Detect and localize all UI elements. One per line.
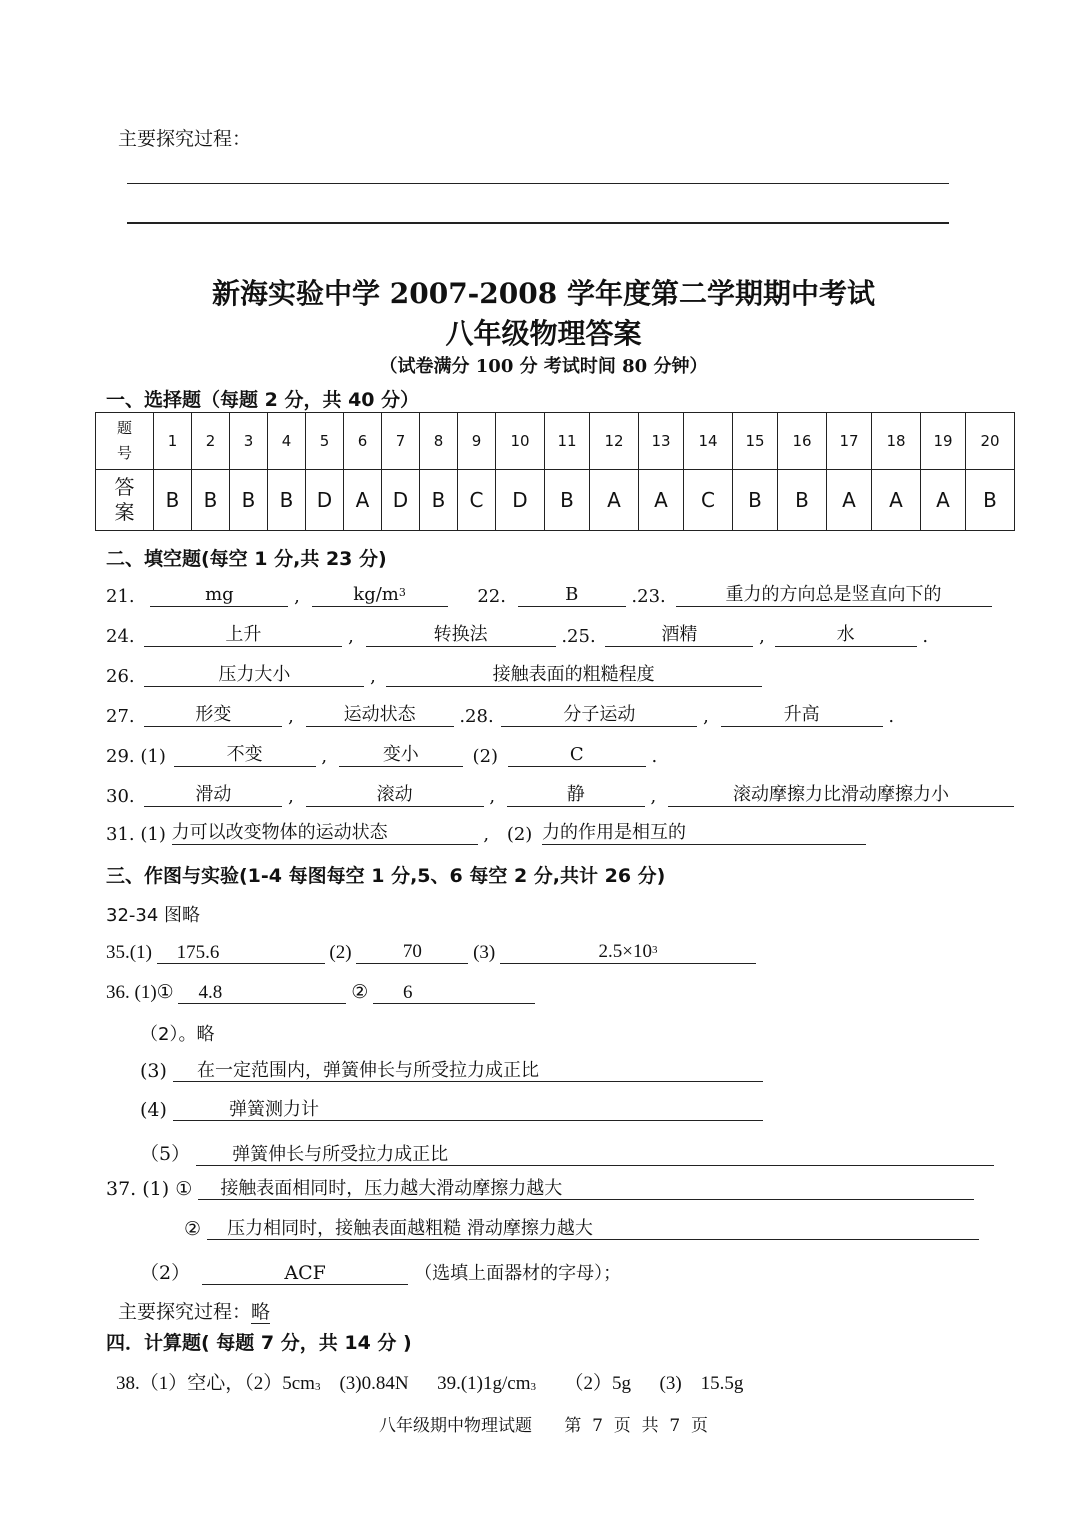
q35-answer-1: 175.6 [157,942,325,964]
answer-cell: D [306,470,344,531]
q30-answer-1: 滑动 [144,784,282,807]
q29-number: 29. [106,746,135,767]
question-number-cell: 18 [872,413,921,470]
q22-number: 22. [477,586,506,607]
q36-number: 36. [106,982,130,1003]
row-label-answer: 答 案 [96,470,154,531]
q37-row-2 [140,1258,621,1285]
q22-answer: B [518,584,626,607]
question-number-cell: 12 [590,413,639,470]
answer-line-1 [127,183,949,184]
section2-heading: 二、填空题(每空 1 分,共 23 分) [106,548,387,570]
q36-part-5: （5） [140,1143,191,1165]
q31-part-2: (2) [506,824,533,845]
q37-note: （选填上面器材的字母）； [414,1263,622,1284]
answer-cell: A [590,470,639,531]
q31-answer-2: 力的作用是相互的 [542,822,866,845]
q37-answer-1b: 压力相同时，接触表面越粗糙 滑动摩擦力越大 [207,1218,979,1240]
q36-part-3: (3) [140,1060,167,1082]
question-number-cell: 7 [382,413,420,470]
question-number-cell: 19 [921,413,966,470]
q21-unit: kg/m [353,584,399,605]
page-footer: 八年级期中物理试题 第 7 页 共 7 页 [378,1416,709,1436]
q27-28-row: 27. 形变 , 运动状态 .28. 分子运动 , 升高 . [106,704,895,727]
q38-39-mid: (3)0.84N 39.(1)1g/cm [320,1373,531,1394]
question-number-cell: 16 [778,413,827,470]
q35-answer-3-exp: 3 [651,944,658,956]
process-label: 主要探究过程： [118,1301,252,1323]
question-number-cell: 9 [458,413,496,470]
q29-part-1: (1) [140,746,166,767]
question-number-cell: 2 [192,413,230,470]
answer-cell: B [545,470,590,531]
process-answer: 略 [251,1301,271,1323]
q35-part-1: (1) [129,942,152,963]
table-row-numbers [96,413,1015,470]
q31-number: 31. [106,824,135,845]
q35-answer-2: 70 [356,941,468,964]
q37-answer-1: 接触表面相同时，压力越大滑动摩擦力越大 [198,1178,974,1200]
q36-row-3 [140,1060,763,1082]
q21-answer-2 [312,584,448,607]
q21-23-row [106,584,992,607]
q39-answer: （2）5g (3) 15.5g [536,1373,744,1394]
answer-cell: B [230,470,268,531]
question-number-cell: 15 [733,413,778,470]
exam-note: （试卷满分 100 分 考试时间 80 分钟） [379,356,708,377]
q27-answer-2: 运动状态 [306,704,454,727]
q32-34-note: 32-34 图略 [106,905,201,926]
q21-unit-sup: 3 [398,586,406,599]
question-number-cell: 8 [420,413,458,470]
q21-number: 21. [106,586,135,607]
q26-answer-2: 接触表面的粗糙程度 [386,664,762,687]
answer-cell: B [778,470,827,531]
question-number-cell: 13 [639,413,684,470]
q37-number: 37. [106,1178,137,1200]
q24-25-row: 24. 上升 , 转换法 .25. 酒精 , 水 . [106,624,929,647]
question-number-cell: 14 [684,413,733,470]
q28-number: .28. [459,706,494,727]
q38-answer: 38.（1）空心，（2）5cm [116,1373,315,1394]
q29-answer-3: C [508,744,646,767]
q27-number: 27. [106,706,135,727]
question-number-cell: 3 [230,413,268,470]
q36-part-4: (4) [140,1099,167,1121]
answer-cell: A [827,470,872,531]
question-number-cell: 1 [154,413,192,470]
q36-answer-3: 在一定范围内，弹簧伸长与所受拉力成正比 [173,1060,763,1082]
q35-row [106,941,756,964]
q24-answer-1: 上升 [144,624,342,647]
question-number-cell: 4 [268,413,306,470]
answer-cell: B [966,470,1015,531]
q23-answer: 重力的方向总是竖直向下的 [676,584,992,607]
q36-answer-5: 弹簧伸长与所受拉力成正比 [196,1144,994,1166]
q36-row-4 [140,1099,763,1121]
q31-row: 31. (1) 力可以改变物体的运动状态 , (2) 力的作用是相互的 [106,822,866,845]
process-label-top: 主要探究过程： [118,128,252,150]
q30-row: 30. 滑动 , 滚动 , 静 , 滚动摩擦力比滑动摩擦力小 [106,784,1014,807]
answer-cell: A [639,470,684,531]
q30-number: 30. [106,786,135,807]
q25-number: .25. [561,626,596,647]
question-number-cell: 5 [306,413,344,470]
question-number-cell: 17 [827,413,872,470]
section1-heading: 一、选择题（每题 2 分，共 40 分） [106,389,420,411]
q25-answer-1: 酒精 [605,624,753,647]
q38-sup: 3 [314,1381,321,1393]
q28-answer-1: 分子运动 [501,704,697,727]
q35-part-3: (3) [473,942,496,963]
question-number-cell: 20 [966,413,1015,470]
question-number-cell: 6 [344,413,382,470]
q37-answer-2: ACF [202,1262,408,1285]
q36-row-5 [140,1139,994,1166]
q36-part-1b: ② [351,982,369,1003]
q28-answer-2: 升高 [721,704,883,727]
section4-heading: 四．计算题( 每题 7 分，共 14 分 ) [106,1332,412,1354]
q37-part-2: （2） [140,1262,191,1284]
q27-answer-1: 形变 [144,704,282,727]
page-title: 新海实验中学 2007-2008 学年度第二学期期中考试 [212,277,875,310]
q31-part-1: (1) [140,824,166,845]
q36-part-2: （2）。略 [140,1024,215,1045]
q29-answer-2: 变小 [339,744,463,767]
q37-part-1: (1) ① [142,1178,193,1200]
answer-cell: D [496,470,545,531]
q24-number: 24. [106,626,135,647]
q30-answer-2: 滚动 [306,784,484,807]
question-number-cell: 11 [545,413,590,470]
section3-heading: 三、作图与实验(1-4 每图每空 1 分,5、6 每空 2 分,共计 26 分) [106,865,666,887]
q21-answer-1: mg [150,584,288,607]
q26-answer-1: 压力大小 [144,664,364,687]
q37-row-1b [184,1218,979,1240]
q30-answer-3: 静 [507,784,645,807]
answer-cell: B [420,470,458,531]
q38-39-row [116,1368,743,1395]
q37-part-1b: ② [184,1218,202,1240]
question-number-cell: 10 [496,413,545,470]
answer-cell: B [733,470,778,531]
answer-cell: B [154,470,192,531]
q35-part-2: (2) [329,942,352,963]
q24-answer-2: 转换法 [366,624,556,647]
table-row-answers [96,470,1015,531]
q36-answer-1: 4.8 [178,982,346,1004]
q37-row-1 [106,1178,974,1200]
q31-answer-1: 力可以改变物体的运动状态 [172,822,478,845]
q29-row: 29. (1) 不变 , 变小 (2) C . [106,744,658,767]
answer-table [95,412,1015,531]
answer-line-2 [127,222,949,224]
q29-part-2: (2) [472,746,499,767]
row-label-number: 题 号 [96,413,154,470]
process-row [118,1297,270,1324]
answer-cell: B [268,470,306,531]
q26-number: 26. [106,666,135,687]
answer-cell: C [458,470,496,531]
q36-part-1: (1)① [134,982,174,1003]
q35-answer-3-base: 2.5×10 [598,941,652,962]
answer-cell: C [684,470,733,531]
q30-answer-4: 滚动摩擦力比滑动摩擦力小 [668,784,1014,807]
q35-number: 35. [106,942,130,963]
q36-answer-4: 弹簧测力计 [173,1099,763,1121]
q26-row: 26. 压力大小 , 接触表面的粗糙程度 [106,664,762,687]
q23-number: .23. [631,586,666,607]
answer-cell: D [382,470,420,531]
page-subtitle: 八年级物理答案 [445,317,642,350]
q36-answer-1b: 6 [373,982,535,1004]
answer-cell: A [921,470,966,531]
answer-cell: A [872,470,921,531]
q36-row-1 [106,981,535,1004]
q21-comma: , [294,586,300,607]
q39-sup: 3 [530,1381,536,1393]
q25-answer-2: 水 [775,624,917,647]
answer-cell: A [344,470,382,531]
q35-answer-3 [500,941,756,964]
q29-answer-1: 不变 [174,744,316,767]
answer-cell: B [192,470,230,531]
